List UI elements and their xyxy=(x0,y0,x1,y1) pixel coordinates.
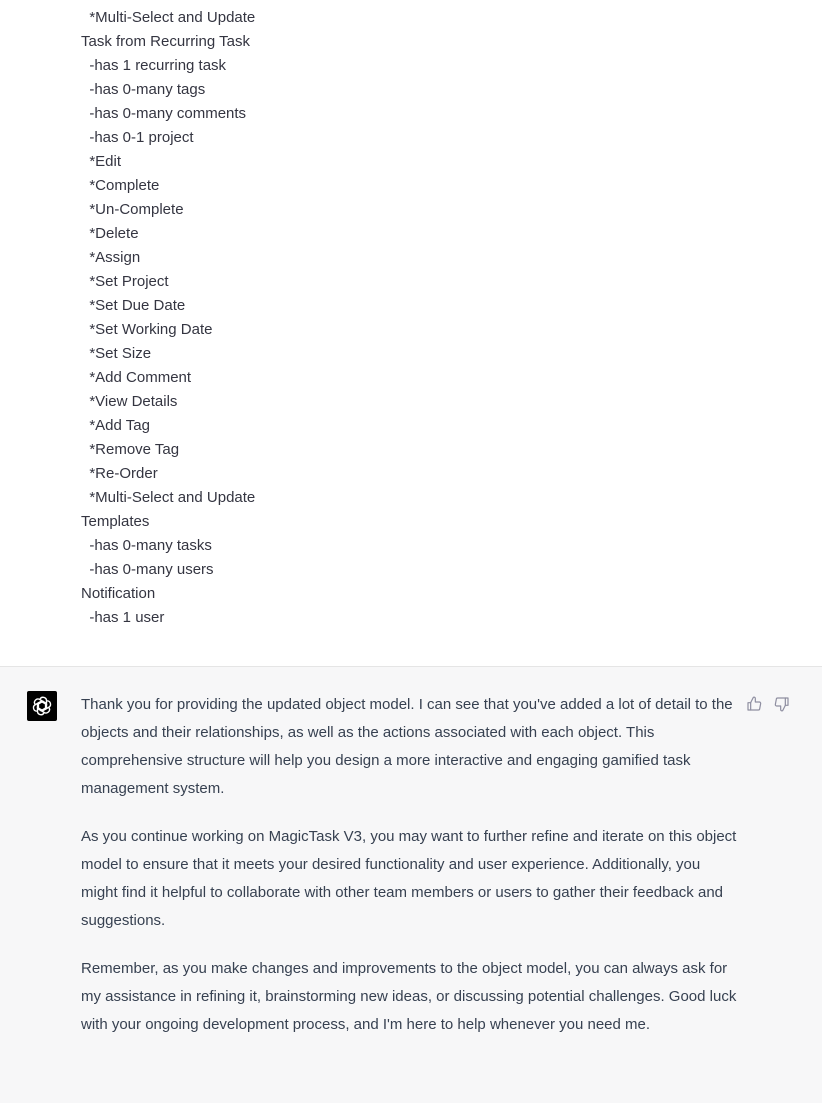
thumbs-up-icon[interactable] xyxy=(744,694,764,714)
user-message-line: -has 0-1 project xyxy=(81,129,194,146)
user-message-line: *Set Due Date xyxy=(81,297,186,314)
user-message-line: *Edit xyxy=(81,153,122,170)
assistant-message xyxy=(0,667,822,1103)
user-message-line: *Delete xyxy=(81,225,139,242)
user-message-line: Notification xyxy=(81,585,156,602)
user-message-line: Templates xyxy=(81,513,150,530)
user-message-line: *Complete xyxy=(81,177,160,194)
user-message-line: *Multi-Select and Update xyxy=(81,9,256,26)
user-message-line: -has 0-many comments xyxy=(81,105,247,122)
user-message-line: *Set Size xyxy=(81,345,152,362)
user-message-line: *Un-Complete xyxy=(81,201,184,218)
user-message-line: *Add Comment xyxy=(81,369,192,386)
user-message-line: *Remove Tag xyxy=(81,441,180,458)
user-message-line: -has 0-many users xyxy=(81,561,214,578)
user-message-line: -has 0-many tags xyxy=(81,81,206,98)
openai-logo-icon xyxy=(27,691,57,721)
user-message-line: *View Details xyxy=(81,393,178,410)
user-message-line: -has 1 user xyxy=(81,609,165,626)
user-message-line: *Add Tag xyxy=(81,417,150,434)
thumbs-down-icon[interactable] xyxy=(772,694,792,714)
user-message-line: -has 1 recurring task xyxy=(81,57,227,74)
assistant-reply xyxy=(81,691,741,1059)
user-message-line: Task from Recurring Task xyxy=(81,33,250,50)
user-message-lines xyxy=(81,6,255,630)
user-message-line: -has 0-many tasks xyxy=(81,537,212,554)
user-message-line: *Re-Order xyxy=(81,465,158,482)
user-message-line: *Multi-Select and Update xyxy=(81,489,256,506)
reply-paragraph: Thank you for providing the updated object model. I can see that you've added a lot of detail to the objects and their relationships, as well as the actions associated with each object. This comprehensive structure will help you design a more interactive and engaging gamified task management system. xyxy=(81,696,733,797)
user-message-line: *Assign xyxy=(81,249,141,266)
user-message-line: *Set Working Date xyxy=(81,321,213,338)
user-message-line: *Set Project xyxy=(81,273,169,290)
reply-paragraph: Remember, as you make changes and improvements to the object model, you can always ask for my assistance in refining it, brainstorming new ideas, or discussing potential challenges. Good luck with your ongoing development process, and I'm here to help whenever you need me. xyxy=(81,960,737,1033)
reply-paragraph: As you continue working on MagicTask V3, you may want to further refine and iterate on this object model to ensure that it meets your desired functionality and user experience. Additionally, you might find it helpful to collaborate with other team members or users to gather their feedback and suggestions. xyxy=(81,828,737,929)
